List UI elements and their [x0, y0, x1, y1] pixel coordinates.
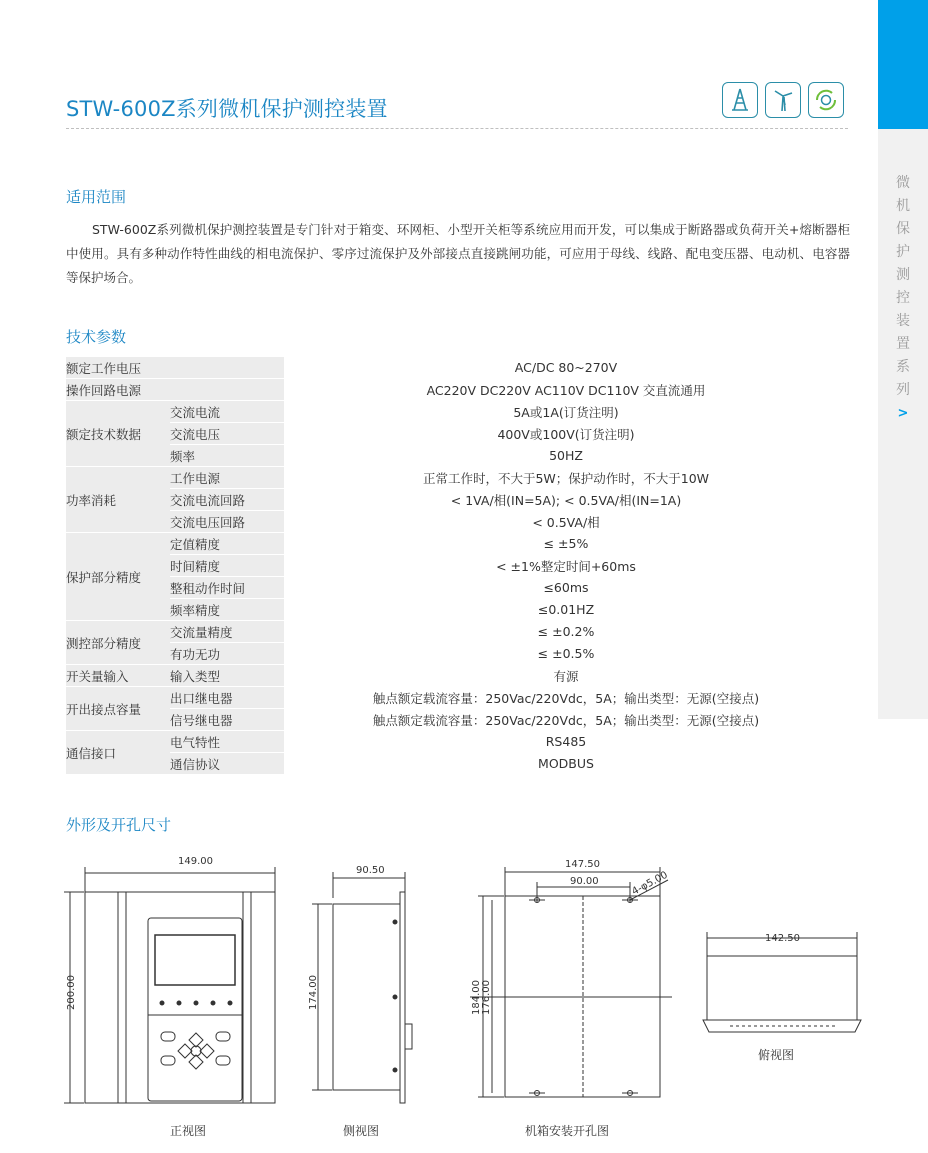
- front-width-label: 149.00: [178, 856, 213, 867]
- value-cell: RS485: [284, 731, 848, 753]
- front-caption: 正视图: [170, 1124, 207, 1138]
- sidebar-char: 系: [896, 359, 910, 375]
- sub-cell: 交流电压: [170, 423, 284, 445]
- value-cell: ≤ ±0.2%: [284, 621, 848, 643]
- side-width-label: 90.50: [356, 865, 385, 876]
- sub-cell: 出口继电器: [170, 687, 284, 709]
- value-cell: ≤0.01HZ: [284, 599, 848, 621]
- table-row: [66, 467, 848, 489]
- value-cell: AC220V DC220V AC110V DC110V 交直流通用: [284, 379, 848, 401]
- table-row: [66, 533, 848, 555]
- table-row: [66, 665, 848, 687]
- scope-text: STW-600Z系列微机保护测控装置是专门针对于箱变、环网柜、小型开关柜等系统应用而开发，可以集成于断路器或负荷开关+熔断器柜中使用。具有多种动作特性曲线的相电流保护、零序过流保护及外部接点直接跳闸功能，可应用于母线、线路、配电变压器、电动机、电容器等保护场合。: [66, 222, 850, 285]
- front-view-drawing: [64, 867, 275, 1103]
- sub-cell: 交流电流: [170, 401, 284, 423]
- group-cell: 通信接口: [66, 731, 170, 775]
- group-cell: 功率消耗: [66, 467, 170, 533]
- group-cell: 操作回路电源: [66, 379, 284, 401]
- value-cell: 触点额定载流容量：250Vac/220Vdc，5A；输出类型：无源(空接点): [284, 709, 848, 731]
- sub-cell: 有功无功: [170, 643, 284, 665]
- value-cell: 正常工作时，不大于5W；保护动作时，不大于10W: [284, 467, 848, 489]
- table-row: [66, 643, 848, 665]
- cutout-outer-width-label: 147.50: [565, 859, 600, 870]
- sidebar-char: 测: [896, 267, 910, 283]
- table-row: [66, 753, 848, 775]
- sidebar-accent: [878, 0, 928, 129]
- top-caption: 俯视图: [758, 1048, 795, 1062]
- value-cell: < ±1%整定时间+60ms: [284, 555, 848, 577]
- table-row: [66, 423, 848, 445]
- value-cell: 50HZ: [284, 445, 848, 467]
- sidebar-char: 装: [896, 313, 910, 329]
- group-cell: 开关量输入: [66, 665, 170, 687]
- side-height-label: 174.00: [308, 975, 319, 1010]
- value-cell: 400V或100V(订货注明): [284, 423, 848, 445]
- sub-cell: 通信协议: [170, 753, 284, 775]
- scope-heading: 适用范围: [66, 188, 127, 206]
- sidebar-char: 控: [896, 290, 910, 306]
- sub-cell: 交流量精度: [170, 621, 284, 643]
- sidebar-char: 保: [896, 221, 910, 237]
- table-row: [66, 511, 848, 533]
- table-row: [66, 577, 848, 599]
- value-cell: AC/DC 80~270V: [284, 357, 848, 379]
- table-row: [66, 687, 848, 709]
- table-row: [66, 621, 848, 643]
- group-cell: 保护部分精度: [66, 533, 170, 621]
- table-row: [66, 599, 848, 621]
- sidebar-char: 微: [896, 175, 910, 191]
- group-cell: 测控部分精度: [66, 621, 170, 665]
- value-cell: MODBUS: [284, 753, 848, 775]
- oil-derrick-icon: [722, 82, 758, 118]
- sidebar-vertical-title[interactable]: [878, 172, 928, 425]
- value-cell: ≤ ±5%: [284, 533, 848, 555]
- value-cell: 5A或1A(订货注明): [284, 401, 848, 423]
- cutout-inner-height-label: 176.00: [481, 980, 492, 1015]
- value-cell: < 1VA/相(IN=5A); < 0.5VA/相(IN=1A): [284, 489, 848, 511]
- table-row: [66, 379, 848, 401]
- sub-cell: 时间精度: [170, 555, 284, 577]
- sub-cell: 整租动作时间: [170, 577, 284, 599]
- value-cell: ≤60ms: [284, 577, 848, 599]
- table-row: [66, 731, 848, 753]
- cutout-outer-height-label: 184.00: [471, 980, 482, 1015]
- table-row: [66, 445, 848, 467]
- drawings-heading: 外形及开孔尺寸: [66, 816, 172, 834]
- sidebar-arrow-icon[interactable]: >: [897, 406, 909, 421]
- cutout-holes-label: 4-φ5.00: [630, 869, 670, 898]
- value-cell: < 0.5VA/相: [284, 511, 848, 533]
- value-cell: ≤ ±0.5%: [284, 643, 848, 665]
- sub-cell: 输入类型: [170, 665, 284, 687]
- table-row: [66, 357, 848, 379]
- sub-cell: 频率: [170, 445, 284, 467]
- dimension-drawings: [0, 840, 928, 1153]
- cutout-inner-width-label: 90.00: [570, 876, 599, 887]
- sidebar-char: 列: [896, 382, 910, 398]
- sub-cell: 交流电流回路: [170, 489, 284, 511]
- header-divider: [66, 128, 848, 129]
- front-height-label: 200.00: [66, 975, 77, 1010]
- page-title: STW-600Z系列微机保护测控装置: [66, 97, 388, 121]
- sidebar-char: 置: [896, 336, 910, 352]
- table-row: [66, 709, 848, 731]
- cutout-caption: 机箱安装开孔图: [525, 1124, 610, 1138]
- group-cell: 额定技术数据: [66, 401, 170, 467]
- group-cell: 额定工作电压: [66, 357, 284, 379]
- top-width-label: 142.50: [765, 933, 800, 944]
- sidebar-char: 机: [896, 198, 910, 214]
- side-view-drawing: [312, 872, 412, 1103]
- side-caption: 侧视图: [343, 1124, 380, 1138]
- table-row: [66, 401, 848, 423]
- header-icon-group: [722, 82, 846, 118]
- value-cell: 触点额定载流容量：250Vac/220Vdc，5A；输出类型：无源(空接点): [284, 687, 848, 709]
- group-cell: 开出接点容量: [66, 687, 170, 731]
- sub-cell: 电气特性: [170, 731, 284, 753]
- sub-cell: 频率精度: [170, 599, 284, 621]
- spec-table: [66, 357, 848, 775]
- cutout-drawing: [470, 867, 672, 1097]
- table-row: [66, 555, 848, 577]
- recycle-globe-icon: [808, 82, 844, 118]
- sub-cell: 信号继电器: [170, 709, 284, 731]
- scope-paragraph: [66, 218, 850, 290]
- params-heading: 技术参数: [66, 328, 127, 346]
- sub-cell: 交流电压回路: [170, 511, 284, 533]
- sub-cell: 工作电源: [170, 467, 284, 489]
- sub-cell: 定值精度: [170, 533, 284, 555]
- top-view-drawing: [703, 932, 861, 1032]
- wind-turbine-icon: [765, 82, 801, 118]
- value-cell: 有源: [284, 665, 848, 687]
- table-row: [66, 489, 848, 511]
- sidebar-char: 护: [896, 244, 910, 260]
